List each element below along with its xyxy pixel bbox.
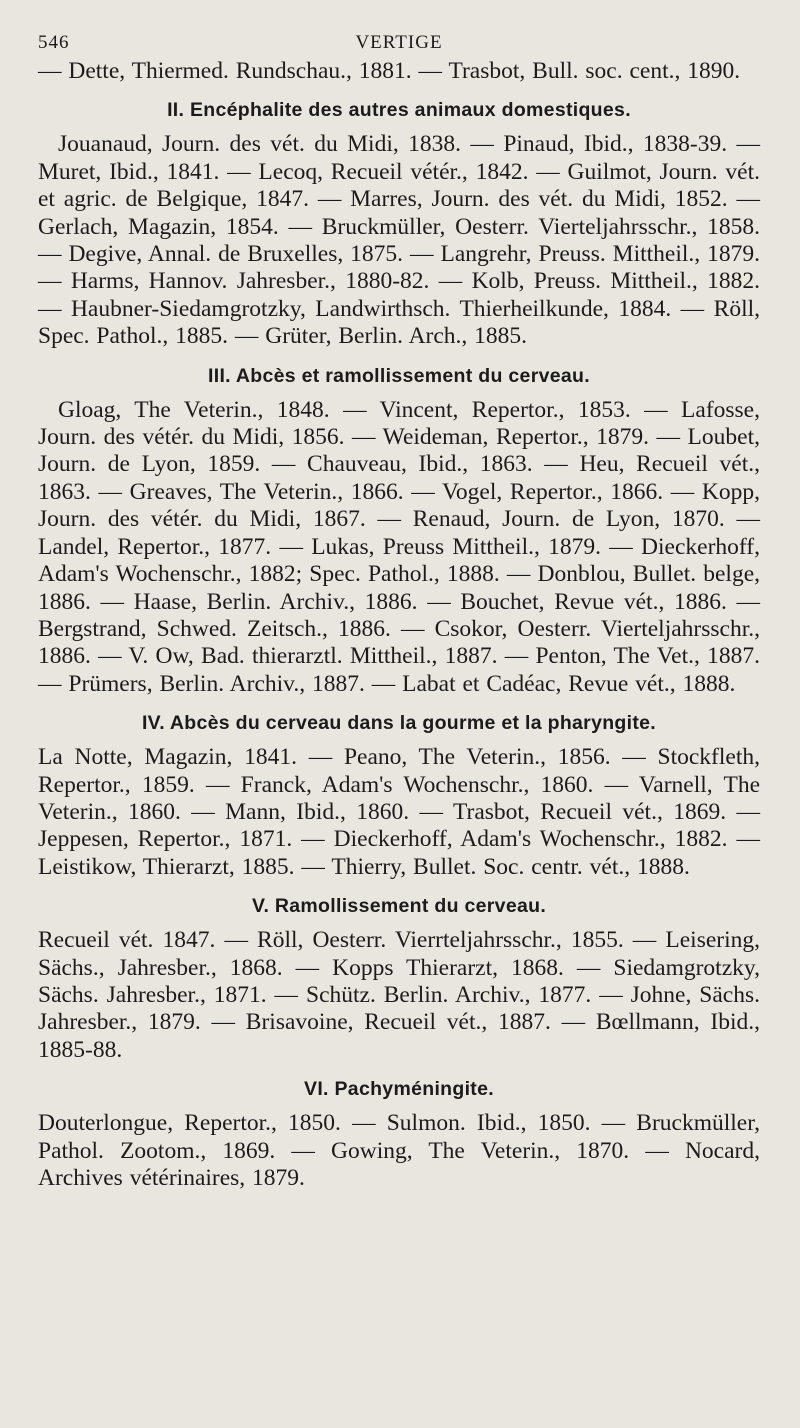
section-text: La Notte, Magazin, 1841. — Peano, The Veterin., 1856. — Stockfleth, Repertor., 1859. — Franck, Adam's Wochenschr., 1860. — Varnell, The Veterin., 1860. — Mann, Ibid., 1860. — Trasbot, Recueil vét., 1869. — Jeppesen, Repertor., 1871. — Dieckerhoff, Adam's Wochenschr., 1882. — Leistikow, Thierarzt, 1885. — Thierry, Bullet. Soc. centr. vét., 1888. <box>38 744 760 880</box>
intro-paragraph: — Dette, Thiermed. Rundschau., 1881. — Trasbot, Bull. soc. cent., 1890. <box>38 58 741 84</box>
section-ramollissement <box>38 895 760 1064</box>
section-abces-gourme <box>38 712 760 881</box>
section-heading: V. Ramollissement du cerveau. <box>251 895 547 918</box>
section-heading: VI. Pachyméningite. <box>304 1078 494 1101</box>
page-number: 546 <box>38 32 70 53</box>
section-text: Recueil vét. 1847. — Röll, Oesterr. Vierrteljahrsschr., 1855. — Leisering, Sächs., Jahresber., 1868. — Kopps Thierarzt, 1868. — Siedamgrotzky, Sächs. Jahresber., 1871. — Schütz. Berlin. Archiv., 1877. — Johne, Sächs. Jahresber., 1879. — Brisavoine, Recueil vét., 1887. — Bœllmann, Ibid., 1885-88. <box>38 927 760 1063</box>
section-pachymeningite <box>38 1078 760 1192</box>
section-text: Jouanaud, Journ. des vét. du Midi, 1838. — Pinaud, Ibid., 1838-39. — Muret, Ibid., 1841. — Lecoq, Recueil vétér., 1842. — Guilmot, Journ. vét. et agric. de Belgique, 1847. — Marres, Journ. des vét. du Midi, 1852. — Gerlach, Magazin, 1854. — Bruckmüller, Oesterr. Vierteljahrsschr., 1858. — Degive, Annal. de Bruxelles, 1875. — Langrehr, Preuss. Mittheil., 1879. — Harms, Hannov. Jahresber., 1880-82. — Kolb, Preuss. Mittheil., 1882. — Haubner-Siedamgrotzky, Landwirthsch. Thierheilkunde, 1884. — Röll, Spec. Pathol., 1885. — Grüter, Berlin. Arch., 1885. <box>38 131 760 350</box>
running-head <box>38 26 760 58</box>
running-title: VERTIGE <box>355 32 443 53</box>
section-abces-ramollissement <box>38 365 760 698</box>
section-heading: IV. Abcès du cerveau dans la gourme et la pharyngite. <box>141 712 657 735</box>
section-heading: III. Abcès et ramollissement du cerveau. <box>208 364 590 387</box>
section-text: Gloag, The Veterin., 1848. — Vincent, Repertor., 1853. — Lafosse, Journ. des vétér. du Midi, 1856. — Weideman, Repertor., 1879. — Loubet, Journ. de Lyon, 1859. — Chauveau, Ibid., 1863. — Heu, Recueil vét., 1863. — Greaves, The Veterin., 1866. — Vogel, Repertor., 1866. — Kopp, Journ. des vétér. du Midi, 1867. — Renaud, Journ. de Lyon, 1870. — Landel, Repertor., 1877. — Lukas, Preuss Mittheil., 1879. — Dieckerhoff, Adam's Wochenschr., 1882; Spec. Pathol., 1888. — Donblou, Bullet. belge, 1886. — Haase, Berlin. Archiv., 1886. — Bouchet, Revue vét., 1886. — Bergstrand, Schwed. Zeitsch., 1886. — Csokor, Oesterr. Vierteljahrsschr., 1886. — V. Ow, Bad. thierarztl. Mittheil., 1887. — Penton, The Vet., 1887. — Prümers, Berlin. Archiv., 1887. — Labat et Cadéac, Revue vét., 1888. <box>38 396 760 697</box>
section-text: Douterlongue, Repertor., 1850. — Sulmon. Ibid., 1850. — Bruckmüller, Pathol. Zootom., 1869. — Gowing, The Veterin., 1870. — Nocard, Archives vétérinaires, 1879. <box>38 1110 760 1191</box>
section-encephalite <box>38 99 760 350</box>
section-heading: II. Encéphalite des autres animaux domestiques. <box>167 99 631 122</box>
